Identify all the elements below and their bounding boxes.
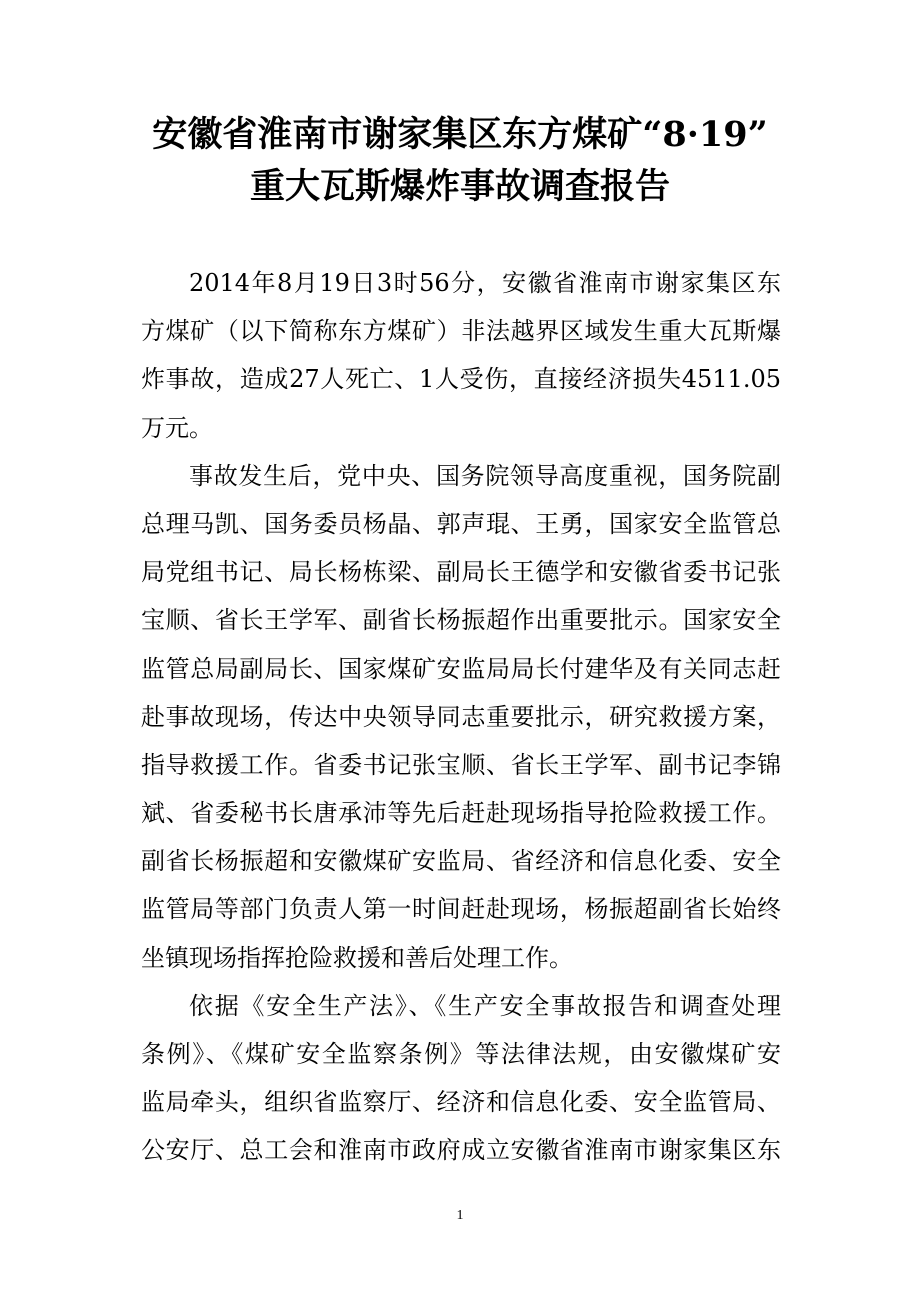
paragraph-3	[141, 982, 781, 1175]
paragraph-line: 方煤矿（以下简称东方煤矿）非法越界区域发生重大瓦斯爆	[141, 317, 781, 346]
paragraph-line: 万元。	[141, 413, 213, 442]
paragraph-line: 公安厅、总工会和淮南市政府成立安徽省淮南市谢家集区东	[141, 1136, 781, 1165]
paragraph-line: 总理马凯、国务委员杨晶、郭声琨、王勇，国家安全监管总	[141, 509, 781, 538]
paragraph-line: 事故发生后，党中央、国务院领导高度重视，国务院副	[189, 461, 781, 490]
paragraph-line: 监管局等部门负责人第一时间赶赴现场，杨振超副省长始终	[141, 895, 781, 924]
paragraph-line: 监管总局副局长、国家煤矿安监局局长付建华及有关同志赶	[141, 654, 781, 683]
paragraph-line: 宝顺、省长王学军、副省长杨振超作出重要批示。国家安全	[141, 606, 781, 635]
paragraph-2	[141, 452, 781, 982]
paragraph-1	[141, 259, 781, 452]
paragraph-line: 指导救援工作。省委书记张宝顺、省长王学军、副书记李锦	[141, 750, 781, 779]
document-title-line-2: 重大瓦斯爆炸事故调查报告	[249, 166, 670, 207]
paragraph-line: 局党组书记、局长杨栋梁、副局长王德学和安徽省委书记张	[141, 558, 781, 587]
paragraph-line: 副省长杨振超和安徽煤矿安监局、省经济和信息化委、安全	[141, 847, 781, 876]
paragraph-line: 炸事故，造成27人死亡、1人受伤，直接经济损失4511.05	[141, 365, 781, 394]
page-number: 1	[456, 1208, 464, 1223]
paragraph-line: 斌、省委秘书长唐承沛等先后赶赴现场指导抢险救援工作。	[141, 799, 781, 828]
document-title-line-1: 安徽省淮南市谢家集区东方煤矿“8·19”	[152, 114, 768, 155]
paragraph-line: 2014年8月19日3时56分，安徽省淮南市谢家集区东	[189, 269, 781, 297]
paragraph-line: 条例》、《煤矿安全监察条例》等法律法规，由安徽煤矿安	[141, 1040, 781, 1068]
document-body	[141, 259, 781, 1175]
paragraph-line: 坐镇现场指挥抢险救援和善后处理工作。	[141, 943, 573, 972]
paragraph-line: 赴事故现场，传达中央领导同志重要批示，研究救援方案，	[141, 702, 781, 731]
paragraph-line: 依据《安全生产法》、《生产安全事故报告和调查处理	[189, 991, 781, 1020]
paragraph-line: 监局牵头，组织省监察厅、经济和信息化委、安全监管局、	[141, 1088, 781, 1117]
